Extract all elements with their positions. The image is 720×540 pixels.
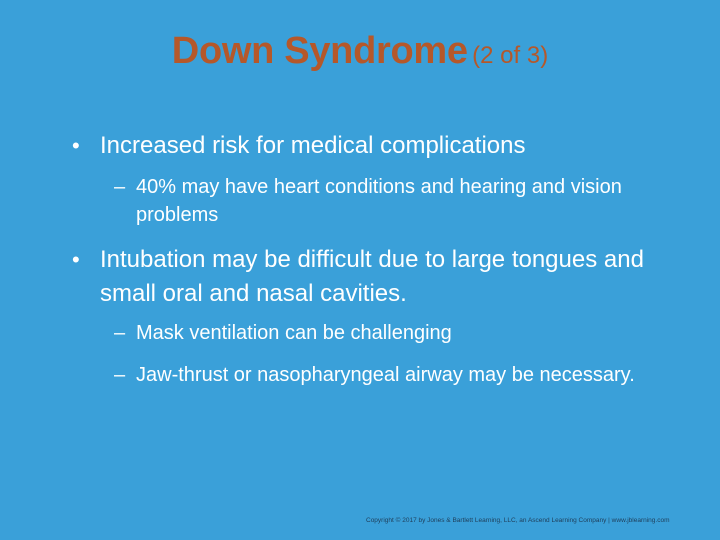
bullet-text: Intubation may be difficult due to large tongues and small oral and nasal cavities. [100,246,644,307]
sub-bullet-marker: – [114,322,126,344]
sub-bullet-marker: – [114,176,126,198]
sub-bullet-marker: – [114,364,126,386]
bullet-text: Increased risk for medical complications [100,132,526,159]
sub-bullet-text: Mask ventilation can be challenging [136,322,452,344]
sub-bullet-text: Jaw-thrust or nasopharyngeal airway may be necessary. [136,364,635,386]
title-main: Down Syndrome [171,30,468,72]
title-sub: (2 of 3) [472,42,549,69]
bullet-marker: • [72,247,80,272]
copyright-footer: Copyright © 2017 by Jones & Bartlett Learning, LLC, an Ascend Learning Company | www.jblearning.com [366,517,670,524]
bullet-marker: • [72,133,80,158]
sub-bullet-text: 40% may have heart conditions and hearing and vision problems [136,176,622,226]
